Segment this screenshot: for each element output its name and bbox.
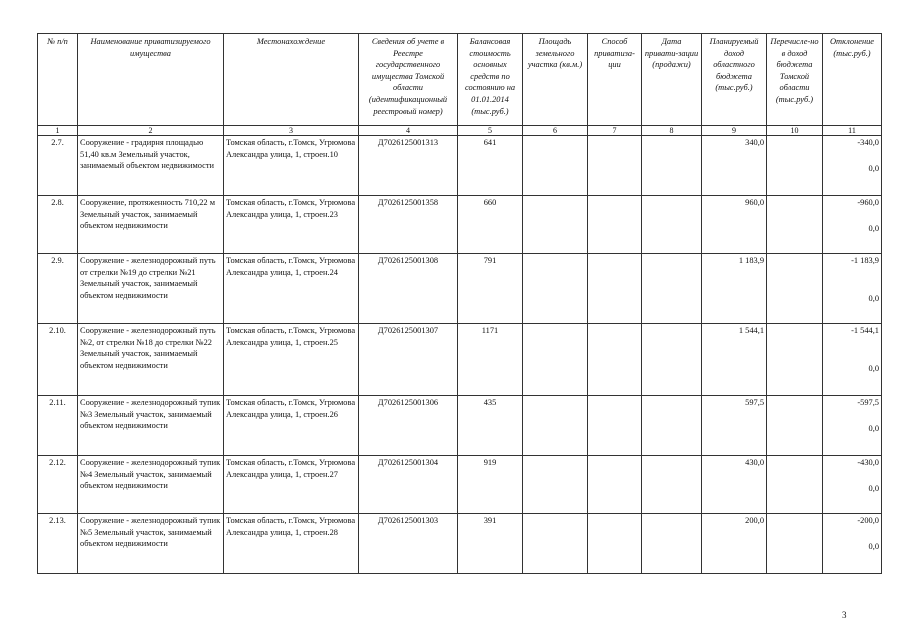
registry-number: Д7026125001304 xyxy=(359,456,458,514)
transferred-amount xyxy=(767,324,823,396)
column-number: 2 xyxy=(78,126,224,136)
header-cell: Наименование приватизируемого имущества xyxy=(78,34,224,126)
table-row xyxy=(38,324,882,396)
planned-income: 1 183,9 xyxy=(702,254,767,324)
transferred-amount xyxy=(767,254,823,324)
privatization-table xyxy=(37,33,882,574)
deviation-cell xyxy=(823,254,882,324)
header-cell: Способ приватиза-ции xyxy=(588,34,642,126)
column-number: 1 xyxy=(38,126,78,136)
deviation-cell xyxy=(823,396,882,456)
header-cell: Площадь земельного участка (кв.м.) xyxy=(523,34,588,126)
table-row xyxy=(38,254,882,324)
location: Томская область, г.Томск, Угрюмова Александра улица, 1, строен.23 xyxy=(224,196,359,254)
deviation-land-value: 0,0 xyxy=(868,423,879,433)
balance-value: 791 xyxy=(458,254,523,324)
deviation-cell xyxy=(823,324,882,396)
transferred-amount xyxy=(767,396,823,456)
balance-value: 641 xyxy=(458,136,523,196)
document-sheet xyxy=(37,33,881,574)
privatization-method xyxy=(588,136,642,196)
registry-number: Д7026125001358 xyxy=(359,196,458,254)
column-number: 11 xyxy=(823,126,882,136)
privatization-date xyxy=(642,396,702,456)
privatization-date xyxy=(642,324,702,396)
column-number: 6 xyxy=(523,126,588,136)
planned-income: 960,0 xyxy=(702,196,767,254)
location: Томская область, г.Томск, Угрюмова Александра улица, 1, строен.27 xyxy=(224,456,359,514)
land-area xyxy=(523,196,588,254)
header-row xyxy=(38,34,882,126)
object-name: Сооружение - железнодорожный тупик №3 Земельный участок, занимаемый объектом недвижимости xyxy=(78,396,224,456)
planned-income: 200,0 xyxy=(702,514,767,574)
column-number: 8 xyxy=(642,126,702,136)
deviation-land-value: 0,0 xyxy=(868,483,879,493)
location: Томская область, г.Томск, Угрюмова Александра улица, 1, строен.10 xyxy=(224,136,359,196)
header-cell: Балансовая стоимость основных средств по состоянию на 01.01.2014 (тыс.руб.) xyxy=(458,34,523,126)
privatization-date xyxy=(642,254,702,324)
object-name: Сооружение - железнодорожный тупик №5 Земельный участок, занимаемый объектом недвижимости xyxy=(78,514,224,574)
column-number: 10 xyxy=(767,126,823,136)
privatization-method xyxy=(588,456,642,514)
column-number: 3 xyxy=(224,126,359,136)
privatization-date xyxy=(642,136,702,196)
row-number: 2.7. xyxy=(38,136,78,196)
column-number-row xyxy=(38,126,882,136)
planned-income: 340,0 xyxy=(702,136,767,196)
deviation-land-value: 0,0 xyxy=(868,163,879,173)
transferred-amount xyxy=(767,514,823,574)
object-name: Сооружение - железнодорожный путь от стрелки №19 до стрелки №21 Земельный участок, занимаемый объектом недвижимости xyxy=(78,254,224,324)
registry-number: Д7026125001307 xyxy=(359,324,458,396)
transferred-amount xyxy=(767,136,823,196)
planned-income: 597,5 xyxy=(702,396,767,456)
table-row xyxy=(38,196,882,254)
registry-number: Д7026125001303 xyxy=(359,514,458,574)
header-cell: Отклонение (тыс.руб.) xyxy=(823,34,882,126)
deviation-land-value: 0,0 xyxy=(868,293,879,303)
deviation-value: -1 183,9 xyxy=(851,256,879,265)
table-row xyxy=(38,456,882,514)
header-cell: Планируемый доход областного бюджета (тыс.руб.) xyxy=(702,34,767,126)
land-area xyxy=(523,514,588,574)
row-number: 2.13. xyxy=(38,514,78,574)
deviation-cell xyxy=(823,196,882,254)
object-name: Сооружение - железнодорожный тупик №4 Земельный участок, занимаемый объектом недвижимости xyxy=(78,456,224,514)
privatization-date xyxy=(642,456,702,514)
privatization-method xyxy=(588,514,642,574)
deviation-value: -200,0 xyxy=(857,516,879,525)
location: Томская область, г.Томск, Угрюмова Александра улица, 1, строен.28 xyxy=(224,514,359,574)
privatization-date xyxy=(642,196,702,254)
column-number: 4 xyxy=(359,126,458,136)
deviation-cell xyxy=(823,514,882,574)
registry-number: Д7026125001308 xyxy=(359,254,458,324)
transferred-amount xyxy=(767,196,823,254)
privatization-method xyxy=(588,396,642,456)
header-cell: Местонахождение xyxy=(224,34,359,126)
land-area xyxy=(523,324,588,396)
balance-value: 919 xyxy=(458,456,523,514)
deviation-cell xyxy=(823,136,882,196)
balance-value: 391 xyxy=(458,514,523,574)
header-cell: № п/п xyxy=(38,34,78,126)
object-name: Сооружение - железнодорожный путь №2, от стрелки №18 до стрелки №22 Земельный участок, занимаемый объектом недвижимости xyxy=(78,324,224,396)
deviation-value: -597,5 xyxy=(857,398,879,407)
land-area xyxy=(523,396,588,456)
deviation-value: -960,0 xyxy=(857,198,879,207)
row-number: 2.10. xyxy=(38,324,78,396)
table-row xyxy=(38,396,882,456)
column-number: 9 xyxy=(702,126,767,136)
deviation-land-value: 0,0 xyxy=(868,363,879,373)
row-number: 2.8. xyxy=(38,196,78,254)
location: Томская область, г.Томск, Угрюмова Александра улица, 1, строен.25 xyxy=(224,324,359,396)
table-row xyxy=(38,514,882,574)
privatization-method xyxy=(588,254,642,324)
location: Томская область, г.Томск, Угрюмова Александра улица, 1, строен.24 xyxy=(224,254,359,324)
privatization-date xyxy=(642,514,702,574)
deviation-cell xyxy=(823,456,882,514)
land-area xyxy=(523,254,588,324)
planned-income: 1 544,1 xyxy=(702,324,767,396)
balance-value: 660 xyxy=(458,196,523,254)
deviation-land-value: 0,0 xyxy=(868,541,879,551)
object-name: Сооружение - градирня площадью 51,40 кв.м Земельный участок, занимаемый объектом недвижимости xyxy=(78,136,224,196)
deviation-value: -430,0 xyxy=(857,458,879,467)
deviation-value: -1 544,1 xyxy=(851,326,879,335)
registry-number: Д7026125001313 xyxy=(359,136,458,196)
column-number: 7 xyxy=(588,126,642,136)
location: Томская область, г.Томск, Угрюмова Александра улица, 1, строен.26 xyxy=(224,396,359,456)
registry-number: Д7026125001306 xyxy=(359,396,458,456)
balance-value: 435 xyxy=(458,396,523,456)
table-row xyxy=(38,136,882,196)
header-cell: Дата привати-зации (продажи) xyxy=(642,34,702,126)
planned-income: 430,0 xyxy=(702,456,767,514)
land-area xyxy=(523,136,588,196)
privatization-method xyxy=(588,196,642,254)
deviation-land-value: 0,0 xyxy=(868,223,879,233)
header-cell: Перечисле-но в доход бюджета Томской области (тыс.руб.) xyxy=(767,34,823,126)
privatization-method xyxy=(588,324,642,396)
land-area xyxy=(523,456,588,514)
balance-value: 1171 xyxy=(458,324,523,396)
row-number: 2.9. xyxy=(38,254,78,324)
row-number: 2.11. xyxy=(38,396,78,456)
page-number: 3 xyxy=(842,610,847,620)
object-name: Сооружение, протяженность 710,22 м Земельный участок, занимаемый объектом недвижимости xyxy=(78,196,224,254)
column-number: 5 xyxy=(458,126,523,136)
transferred-amount xyxy=(767,456,823,514)
deviation-value: -340,0 xyxy=(857,138,879,147)
header-cell: Сведения об учете в Реестре государственного имущества Томской области (идентификационный реестровый номер) xyxy=(359,34,458,126)
row-number: 2.12. xyxy=(38,456,78,514)
